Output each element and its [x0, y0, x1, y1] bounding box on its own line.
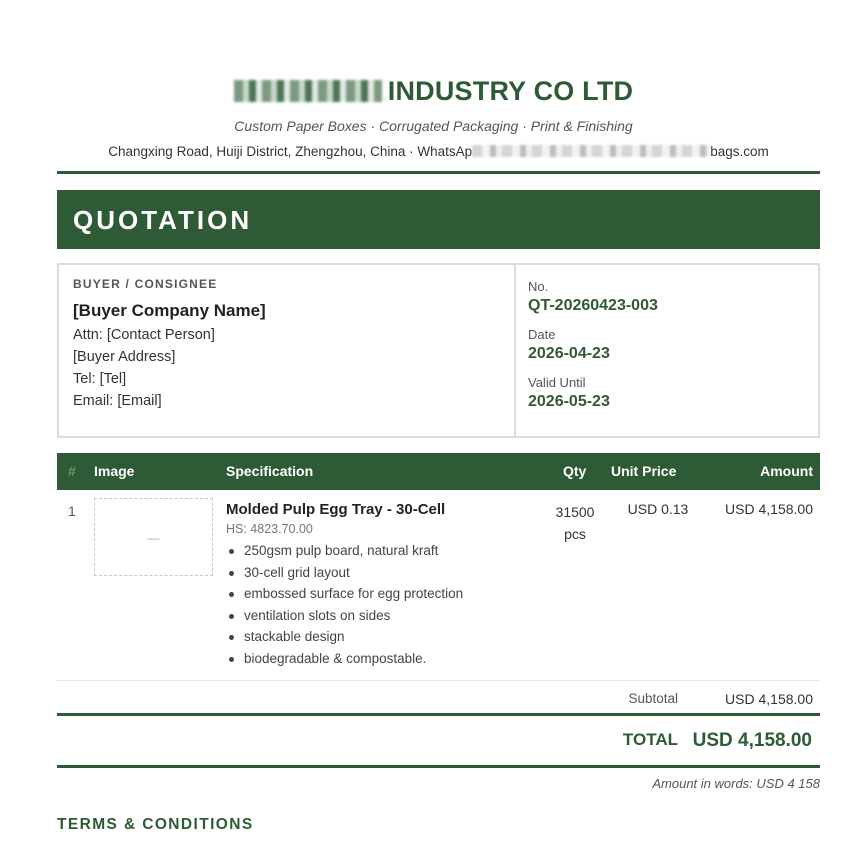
list-item: 30-cell grid layout	[226, 562, 546, 584]
product-title: Molded Pulp Egg Tray - 30-Cell	[226, 501, 446, 518]
buyer-company-name: [Buyer Company Name]	[73, 301, 266, 320]
contact-email-suffix: bags.com	[710, 144, 769, 159]
col-amount-header: Amount	[760, 463, 813, 479]
product-amount: USD 4,158.00	[725, 501, 813, 517]
subtotal-label: Subtotal	[628, 691, 678, 706]
buyer-section-label: BUYER / CONSIGNEE	[73, 277, 218, 291]
amount-in-words: Amount in words: USD 4 158	[652, 776, 820, 791]
list-item: stackable design	[226, 626, 546, 648]
list-item: ventilation slots on sides	[226, 605, 546, 627]
terms-heading: TERMS & CONDITIONS	[57, 816, 254, 833]
quotation-meta	[516, 265, 818, 436]
product-unit-price: USD 0.13	[627, 501, 689, 517]
product-specification	[226, 501, 546, 669]
totals-divider-bottom	[57, 765, 820, 768]
buyer-address: [Buyer Address]	[73, 349, 176, 365]
product-hs-code: HS: 4823.70.00	[226, 522, 313, 536]
buyer-tel: Tel: [Tel]	[73, 371, 127, 387]
product-feature-list	[226, 540, 546, 669]
col-num-header: #	[68, 463, 76, 479]
header-divider	[57, 171, 820, 174]
quote-date-value: 2026-04-23	[528, 345, 610, 362]
col-spec-header: Specification	[226, 463, 314, 479]
quotation-banner: QUOTATION	[57, 190, 820, 249]
table-row	[57, 490, 820, 681]
buyer-attn: Attn: [Contact Person]	[73, 327, 215, 343]
buyer-section	[59, 265, 516, 436]
valid-until-label: Valid Until	[528, 375, 586, 390]
row-number: 1	[68, 503, 76, 519]
contact-address-text: Changxing Road, Huiji District, Zhengzhou, China · WhatsAp	[108, 144, 473, 159]
total-value: USD 4,158.00	[692, 730, 812, 751]
buyer-info-box	[57, 263, 820, 438]
quote-date-label: Date	[528, 327, 556, 342]
items-table-header	[57, 453, 820, 490]
list-item: biodegradable & compostable.	[226, 648, 546, 670]
company-name-text: INDUSTRY CO LTD	[387, 76, 634, 106]
quantity-unit: pcs	[564, 526, 586, 542]
subtotal-value: USD 4,158.00	[725, 691, 813, 707]
redacted-company-prefix	[234, 80, 382, 102]
redacted-contact-info	[472, 145, 710, 157]
company-name	[0, 76, 867, 107]
col-qty-header: Qty	[563, 463, 587, 479]
quantity-value: 31500	[555, 504, 595, 520]
quote-number-label: No.	[528, 279, 549, 294]
totals-divider-top	[57, 713, 820, 716]
company-tagline: Custom Paper Boxes · Corrugated Packaging · Print & Finishing	[234, 118, 633, 134]
product-image-placeholder: —	[94, 498, 213, 576]
col-image-header: Image	[94, 463, 135, 479]
list-item: embossed surface for egg protection	[226, 583, 546, 605]
company-contact-line	[0, 144, 867, 159]
valid-until-value: 2026-05-23	[528, 393, 610, 410]
col-unit-price-header: Unit Price	[611, 463, 677, 479]
buyer-email: Email: [Email]	[73, 393, 162, 409]
list-item: 250gsm pulp board, natural kraft	[226, 540, 546, 562]
quote-number-value: QT-20260423-003	[528, 297, 658, 314]
total-label: TOTAL	[622, 730, 678, 749]
